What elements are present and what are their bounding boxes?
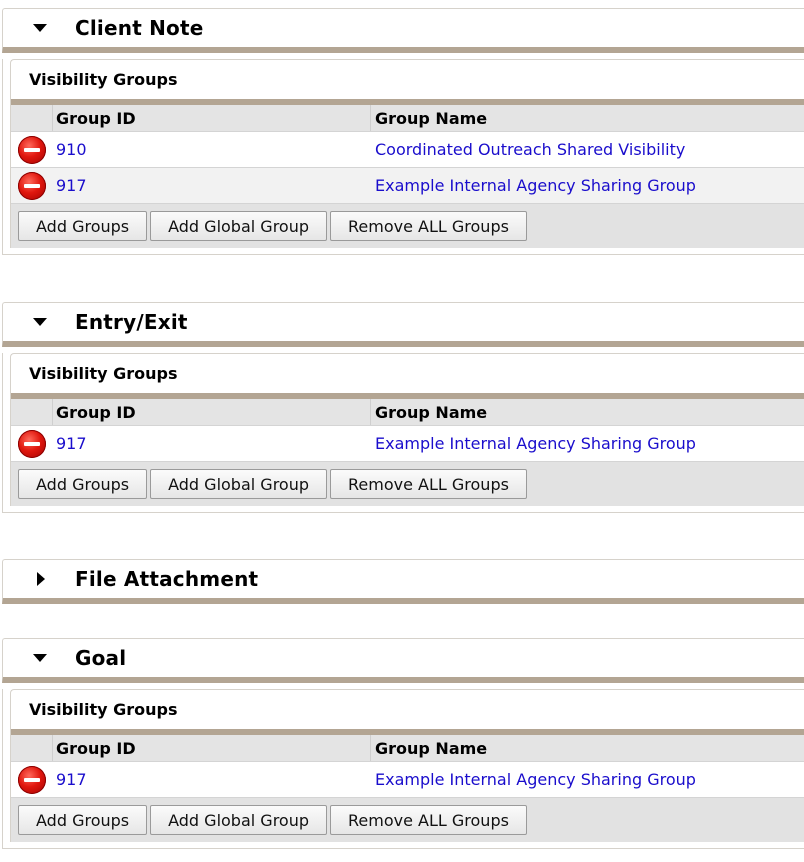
button-bar (11, 461, 804, 506)
visibility-groups-panel (10, 353, 804, 506)
section-client-note (2, 8, 804, 255)
icon-column-header (11, 399, 53, 425)
remove-icon[interactable] (18, 766, 46, 794)
group-id-link[interactable]: 917 (56, 770, 87, 789)
collapse-toggle[interactable] (3, 9, 75, 47)
group-id-link[interactable]: 910 (56, 140, 87, 159)
section-header[interactable] (2, 559, 804, 604)
group-id-link[interactable]: 917 (56, 176, 87, 195)
group-id-link[interactable]: 917 (56, 434, 87, 453)
section-goal (2, 638, 804, 849)
section-title: File Attachment (75, 567, 259, 591)
table-row (11, 761, 804, 797)
column-header-group-id: Group ID (53, 735, 371, 761)
section-body (2, 59, 804, 255)
remove-icon[interactable] (18, 136, 46, 164)
panel-title: Visibility Groups (11, 690, 804, 735)
table-row (11, 167, 804, 203)
section-title: Entry/Exit (75, 310, 188, 334)
section-title: Client Note (75, 16, 204, 40)
add-global-group-button[interactable]: Add Global Group (150, 469, 327, 499)
add-groups-button[interactable]: Add Groups (18, 211, 147, 241)
visibility-groups-panel (10, 689, 804, 842)
section-title: Goal (75, 646, 127, 670)
triangle-down-icon (33, 654, 47, 662)
table-header (11, 399, 804, 425)
group-name-link[interactable]: Example Internal Agency Sharing Group (375, 176, 696, 195)
add-global-group-button[interactable]: Add Global Group (150, 805, 327, 835)
add-groups-button[interactable]: Add Groups (18, 805, 147, 835)
table-row (11, 425, 804, 461)
icon-column-header (11, 735, 53, 761)
column-header-group-name: Group Name (375, 108, 488, 128)
triangle-down-icon (33, 318, 47, 326)
remove-all-groups-button[interactable]: Remove ALL Groups (330, 211, 527, 241)
column-header-group-name: Group Name (375, 402, 488, 422)
triangle-down-icon (33, 24, 47, 32)
table-row (11, 131, 804, 167)
remove-icon[interactable] (18, 430, 46, 458)
column-header-group-id: Group ID (53, 399, 371, 425)
collapse-toggle[interactable] (3, 639, 75, 677)
column-header-group-name: Group Name (375, 738, 488, 758)
section-header[interactable] (2, 302, 804, 347)
remove-icon[interactable] (18, 172, 46, 200)
button-bar (11, 797, 804, 842)
button-bar (11, 203, 804, 248)
remove-all-groups-button[interactable]: Remove ALL Groups (330, 805, 527, 835)
panel-title: Visibility Groups (11, 354, 804, 399)
triangle-right-icon (37, 572, 45, 586)
collapse-toggle[interactable] (3, 303, 75, 341)
table-header (11, 735, 804, 761)
column-header-group-id: Group ID (53, 105, 371, 131)
group-name-link[interactable]: Example Internal Agency Sharing Group (375, 434, 696, 453)
add-groups-button[interactable]: Add Groups (18, 469, 147, 499)
add-global-group-button[interactable]: Add Global Group (150, 211, 327, 241)
section-body (2, 689, 804, 849)
expand-toggle[interactable] (3, 560, 75, 598)
section-body (2, 353, 804, 513)
visibility-groups-panel (10, 59, 804, 248)
table-header (11, 105, 804, 131)
icon-column-header (11, 105, 53, 131)
remove-all-groups-button[interactable]: Remove ALL Groups (330, 469, 527, 499)
section-file-attachment (2, 559, 804, 604)
section-header[interactable] (2, 8, 804, 53)
panel-title: Visibility Groups (11, 60, 804, 105)
section-entry-exit (2, 302, 804, 513)
section-header[interactable] (2, 638, 804, 683)
group-name-link[interactable]: Coordinated Outreach Shared Visibility (375, 140, 686, 159)
group-name-link[interactable]: Example Internal Agency Sharing Group (375, 770, 696, 789)
